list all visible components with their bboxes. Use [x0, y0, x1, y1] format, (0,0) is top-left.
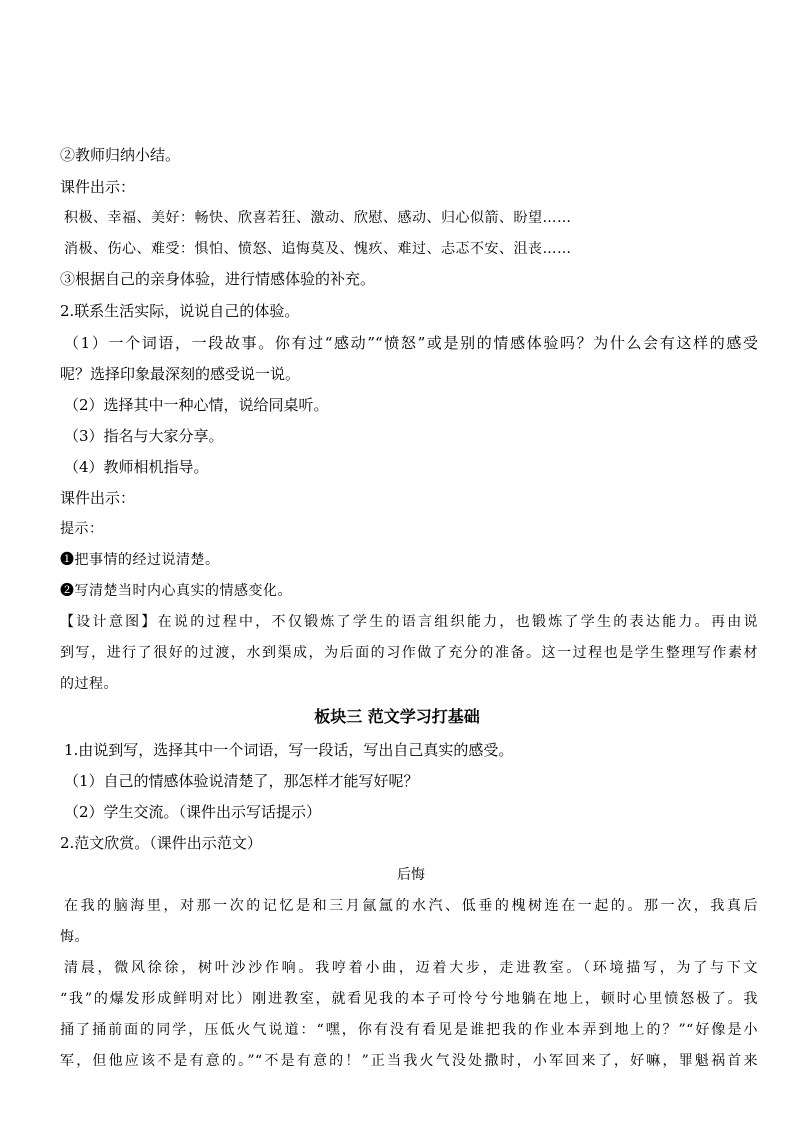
- paragraph-step-3: （3）指名与大家分享。: [64, 427, 224, 445]
- paragraph-step-1-line2: 呢？选择印象最深刻的感受说一说。: [60, 365, 301, 383]
- negative-emotions-list: 消极、伤心、难受：惧怕、愤怒、追悔莫及、愧疚、难过、忐忑不安、沮丧……: [64, 241, 572, 257]
- paragraph-model-essay: 2.范文欣赏。（课件出示范文）: [60, 834, 262, 852]
- hint-item-2: ❷写清楚当时内心真实的情感变化。: [60, 583, 292, 599]
- essay-paragraph-2-line3: 捅了捅前面的同学，压低火气说道：“嘿，你有没有看见是谁把我的作业本弄到地上的？”“好像是小: [60, 1022, 758, 1038]
- essay-paragraph-1-line1: 在我的脑海里，对那一次的记忆是和三月氤氲的水汽、低垂的槐树连在一起的。那一次，我真后: [64, 898, 758, 914]
- design-intent-line3: 的过程。: [60, 676, 118, 692]
- essay-title: 后悔: [397, 867, 425, 883]
- paragraph-life-experience: 2.联系生活实际，说说自己的体验。: [60, 302, 300, 320]
- paragraph-step-1-line1: （1）一个词语，一段故事。你有过“感动”“愤怒”或是别的情感体验吗？为什么会有这样的感受: [64, 334, 758, 352]
- essay-paragraph-2-line2: “我”的爆发形成鲜明对比）刚进教室，就看见我的本子可怜兮兮地躺在地上，顿时心里愤怒极了。我: [60, 991, 758, 1007]
- paragraph-supplement: ③根据自己的亲身体验，进行情感体验的补充。: [60, 270, 376, 288]
- design-intent-line2: 到写，进行了很好的过渡，水到渠成，为后面的习作做了充分的准备。这一过程也是学生整理写作素材: [60, 645, 758, 661]
- essay-paragraph-1-line2: 悔。: [60, 929, 89, 945]
- paragraph-courseware-label-2: 课件出示：: [60, 489, 136, 507]
- paragraph-exchange: （2）学生交流。（课件出示写话提示）: [64, 803, 322, 821]
- hint-label: 提示：: [60, 521, 104, 537]
- essay-paragraph-2-line4: 军，但他应该不是有意的。”“不是有意的！”正当我火气没处撒时，小军回来了，好嘛，罪魁祸首来: [60, 1053, 758, 1069]
- essay-paragraph-2-line1: 清晨，微风徐徐，树叶沙沙作响。我哼着小曲，迈着大步，走进教室。（环境描写，为了与下文: [64, 960, 758, 976]
- section-heading: 板块三 范文学习打基础: [314, 707, 480, 726]
- paragraph-step-2: （2）选择其中一种心情，说给同桌听。: [64, 396, 329, 414]
- paragraph-question: （1）自己的情感体验说清楚了，那怎样才能写好呢？: [64, 772, 419, 790]
- paragraph-step-4: （4）教师相机指导。: [64, 458, 209, 476]
- paragraph-courseware-label: 课件出示：: [60, 178, 136, 196]
- paragraph-speak-to-write: 1.由说到写，选择其中一个词语，写一段话，写出自己真实的感受。: [64, 741, 514, 759]
- positive-emotions-list: 积极、幸福、美好：畅快、欣喜若狂、激动、欣慰、感动、归心似箭、盼望……: [64, 210, 572, 226]
- paragraph-teacher-summary: ②教师归纳小结。: [60, 146, 181, 164]
- hint-item-1: ❶把事情的经过说清楚。: [60, 552, 220, 568]
- design-intent-line1: 【设计意图】在说的过程中，不仅锻炼了学生的语言组织能力，也锻炼了学生的表达能力。再由说: [60, 614, 758, 630]
